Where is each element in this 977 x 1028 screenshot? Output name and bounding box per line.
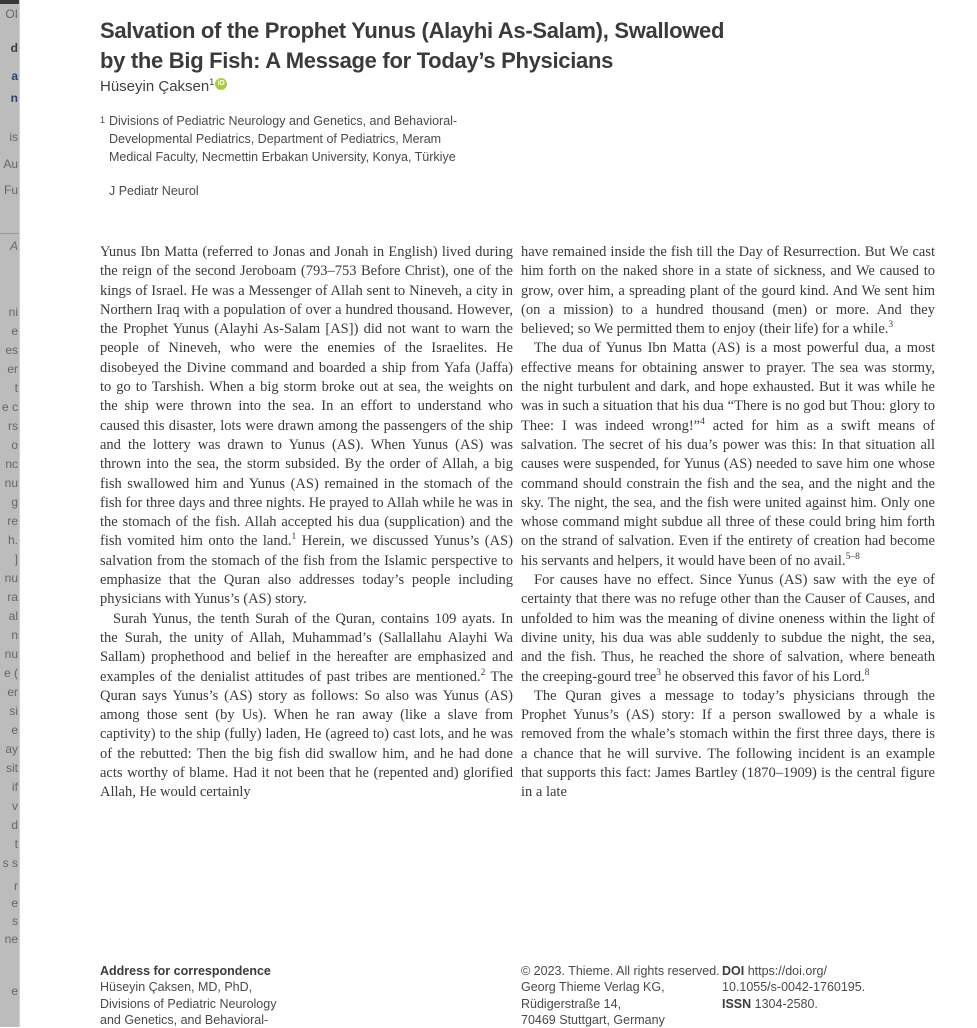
publisher-line: 70469 Stuttgart, Germany <box>521 1012 665 1027</box>
adjacent-page-edge-strip <box>0 0 20 1027</box>
clipped-text-fragment: d <box>10 41 18 55</box>
clipped-text-fragment: al <box>8 609 18 623</box>
clipped-text-fragment: e <box>11 723 18 737</box>
clipped-text-fragment: ne <box>4 932 18 946</box>
issn-line <box>722 996 967 1012</box>
citation-marker[interactable]: 4 <box>700 416 705 427</box>
clipped-text-fragment: t <box>14 381 18 395</box>
affiliation-lines <box>109 112 469 166</box>
clipped-text-fragment: ra <box>7 590 18 604</box>
citation-marker[interactable]: 5–8 <box>845 551 860 562</box>
correspondence-line: and Genetics, and Behavioral- <box>100 1012 269 1027</box>
identifier-label: ISSN <box>722 996 755 1011</box>
clipped-text-fragment: s <box>12 914 18 928</box>
correspondence-lines <box>100 979 400 1028</box>
clipped-text-fragment: OI <box>5 7 18 21</box>
doi-continuation-line <box>722 979 967 995</box>
body-paragraph: The dua of Yunus Ibn Matta (AS) is a most powerful dua, a most effective means for obtaining answer to prayer. The sea was stormy, the night turbulent and dark, and hope exhausted. But it was while he was in such a situation that his dua “There is no god but Thou: glory to Thee: I was indeed wrong!”$^4$ acted for him as a swift means of salvation. The secret of his dua’s power was this: In that situation all causes were suspended, for Yunus (AS) needed to save him one whose command should constrain the fish and the sea, and the night and the sky. The night, the sea, and the fish were united against him. Only one whose command might subdue all three of these could bring him forth on the strand of salvation. Even if the entirety of creation had become his servants and helpers, it would have been of no avail.$^{5-8}$ <box>521 340 935 569</box>
footer-correspondence <box>100 963 400 1028</box>
affiliation-block <box>100 112 469 166</box>
author-affiliation-marker: 1 <box>209 77 215 87</box>
clipped-text-fragment: si <box>9 704 18 718</box>
clipped-text-fragment: e ( <box>3 666 18 680</box>
clipped-text-fragment: t <box>14 837 18 851</box>
clipped-text-fragment: g <box>11 495 18 509</box>
footer-identifiers <box>722 963 967 1012</box>
clipped-text-fragment: er <box>7 362 18 376</box>
citation-marker[interactable]: 8 <box>864 667 870 678</box>
clipped-text-fragment: nu <box>4 476 18 490</box>
clipped-text-fragment: e c <box>1 400 18 414</box>
clipped-text-fragment: h. <box>7 533 18 547</box>
clipped-text-fragment: nu <box>4 647 18 661</box>
clipped-text-fragment: o <box>11 438 18 452</box>
clipped-text-fragment: n <box>11 628 18 642</box>
clipped-text-fragment: v <box>12 799 18 813</box>
clipped-text-fragment: a <box>11 69 18 83</box>
body-paragraph: have remained inside the fish till the Day of Resurrection. But We cast him forth on the naked shore in a state of sickness, and We caused to grow, over him, a spreading plant of the gourd kind. And We sent him (on a mission) to a hundred thousand (men) or more. And they believed; so We permitted them to enjoy (their life) for a while.$^3$ <box>521 244 935 338</box>
clipped-text-fragment: e <box>11 896 18 910</box>
clipped-text-fragment: ay <box>5 742 18 756</box>
clipped-text-fragment: e <box>11 324 18 338</box>
citation-marker[interactable]: 2 <box>480 667 486 678</box>
article-title-line1: Salvation of the Prophet Yunus (Alayhi As-Salam), Swallowed <box>100 18 725 43</box>
identifier-label: DOI <box>722 964 748 978</box>
citation-marker[interactable]: 3 <box>656 667 662 678</box>
clipped-text-fragment: A <box>9 239 18 253</box>
strip-divider-line <box>0 233 19 234</box>
clipped-text-fragment: es <box>5 343 18 357</box>
affiliation-marker: 1 <box>100 115 106 125</box>
publisher-line: Georg Thieme Verlag KG, <box>521 980 665 995</box>
clipped-text-fragment: r <box>14 879 18 893</box>
correspondence-line: Hüseyin Çaksen, MD, PhD, <box>100 980 253 995</box>
identifier-value: 1304-2580. <box>754 996 818 1011</box>
identifier-value: 10.1055/s-0042-1760195. <box>722 980 866 995</box>
clipped-text-fragment: if <box>12 780 18 794</box>
citation-marker[interactable]: 3 <box>888 320 894 331</box>
affiliation-line: Divisions of Pediatric Neurology and Genetics, and Behavioral- <box>109 114 458 128</box>
clipped-text-fragment: d <box>11 818 18 832</box>
clipped-text-fragment: re <box>7 514 18 528</box>
clipped-text-fragment: rs <box>8 419 18 433</box>
body-paragraph: Yunus Ibn Matta (referred to Jonas and Jonah in English) lived during the reign of the second Jeroboam (793–753 Before Christ), one of the kings of Israel. He was a Messenger of Allah sent to Nineveh, a city in Northern Iraq with a population of over a hundred thousand. However, the Prophet Yunus (Alayhi As-Salam [AS]) did not want to warn the people of Nineveh, who were the enemies of the Israelites. He disobeyed the Divine command and boarded a ship from Yafa (Jaffa) to go to Tarshish. When a big storm broke out at sea, the weights on the ship were thrown into the sea. In an effort to understand who caused this disaster, lots were drawn among the passengers of the ship and the lottery was drawn to Yunus (AS). When Yunus (AS) was thrown into the sea, the storm subsided. By the order of Allah, a big fish swallowed him and Yunus (AS) remained in the stomach of the fish for three days and three nights. He prayed to Allah while he was in the stomach of the fish. Allah accepted his dua (supplication) and the fish vomited him onto the land.$^1$ Herein, we discussed Yunus’s (AS) salvation from the stomach of the fish from the Islamic perspective to emphasize that the Quran also addresses today’s people including physicians with Yunus’s (AS) story. <box>100 244 513 608</box>
clipped-text-fragment: s s <box>2 856 18 870</box>
affiliation-line: Developmental Pediatrics, Department of Pediatrics, Meram <box>109 132 442 146</box>
body-paragraph: Surah Yunus, the tenth Surah of the Quran, contains 109 ayats. In the Surah, the unity of Allah, Muhammad’s (Sallallahu Alayhi Wa Sallam) prophethood and belief in the hereafter are emphasized and examples of the denialist attitudes of past tribes are mentioned.$^2$ The Quran says Yunus’s (AS) story as follows: So also was Yunus (AS) among those sent (by Us). When he ran away (like a slave from captivity) to the ship (fully) laden, He (agreed to) cast lots, and he was of the rebutted: Then the big fish did swallow him, and he had done acts worthy of blame. Had it not been that he (repented and) glorified Allah, He would certainly <box>100 610 513 801</box>
clipped-text-fragment: nc <box>5 457 18 471</box>
clipped-text-fragment: sit <box>6 761 18 775</box>
body-column-right <box>521 243 935 803</box>
affiliation-line: Medical Faculty, Necmettin Erbakan University, Konya, Türkiye <box>109 150 456 164</box>
article-title-line2: by the Big Fish: A Message for Today’s Physicians <box>100 48 614 73</box>
body-paragraph: The Quran gives a message to today’s physicians through the Prophet Yunus’s (AS) story: If a person swallowed by a whale is removed from the whale’s stomach within the first three days, there is a chance that he will survive. The following incident is an example that supports this fact: James Bartley (1870–1909) is the central figure in a late <box>521 687 935 801</box>
clipped-text-fragment: er <box>7 685 18 699</box>
citation-marker[interactable]: 1 <box>291 532 297 543</box>
doi-link[interactable]: https://doi.org/ <box>747 964 827 978</box>
article-title <box>100 16 724 76</box>
body-column-left <box>100 243 513 803</box>
clipped-text-fragment: Au <box>3 157 18 171</box>
publisher-line: © 2023. Thieme. All rights reserved. <box>521 964 720 978</box>
orcid-icon[interactable]: iD <box>215 78 227 90</box>
journal-name: J Pediatr Neurol <box>109 184 199 198</box>
clipped-text-fragment: nu <box>4 571 18 585</box>
footer-publisher <box>521 963 731 1028</box>
author-line <box>100 78 227 95</box>
body-paragraph: For causes have no effect. Since Yunus (AS) saw with the eye of certainty that there was no refuge other than the Causer of Causes, and unfolded to him was the meaning of divine oneness within the light of divine unity, his dua was able suddenly to subdue the night, the sea, and the fish. Thus, he reached the shore of salvation, where beneath the creeping-gourd tree$^3$ he observed this favor of his Lord.$^8$ <box>521 572 935 685</box>
clipped-text-fragment: e <box>11 984 18 998</box>
doi-line <box>722 963 967 979</box>
clipped-text-fragment: n <box>10 91 18 105</box>
clipped-text-fragment: ] <box>14 552 18 566</box>
strip-top-bar <box>0 0 20 4</box>
clipped-text-fragment: ni <box>8 305 18 319</box>
clipped-text-fragment: is <box>9 130 18 144</box>
author-name: Hüseyin Çaksen <box>100 78 210 95</box>
correspondence-line: Divisions of Pediatric Neurology <box>100 996 277 1011</box>
publisher-line: Rüdigerstraße 14, <box>521 996 622 1011</box>
clipped-text-fragment: Fu <box>3 183 18 197</box>
correspondence-label: Address for correspondence <box>100 964 271 978</box>
